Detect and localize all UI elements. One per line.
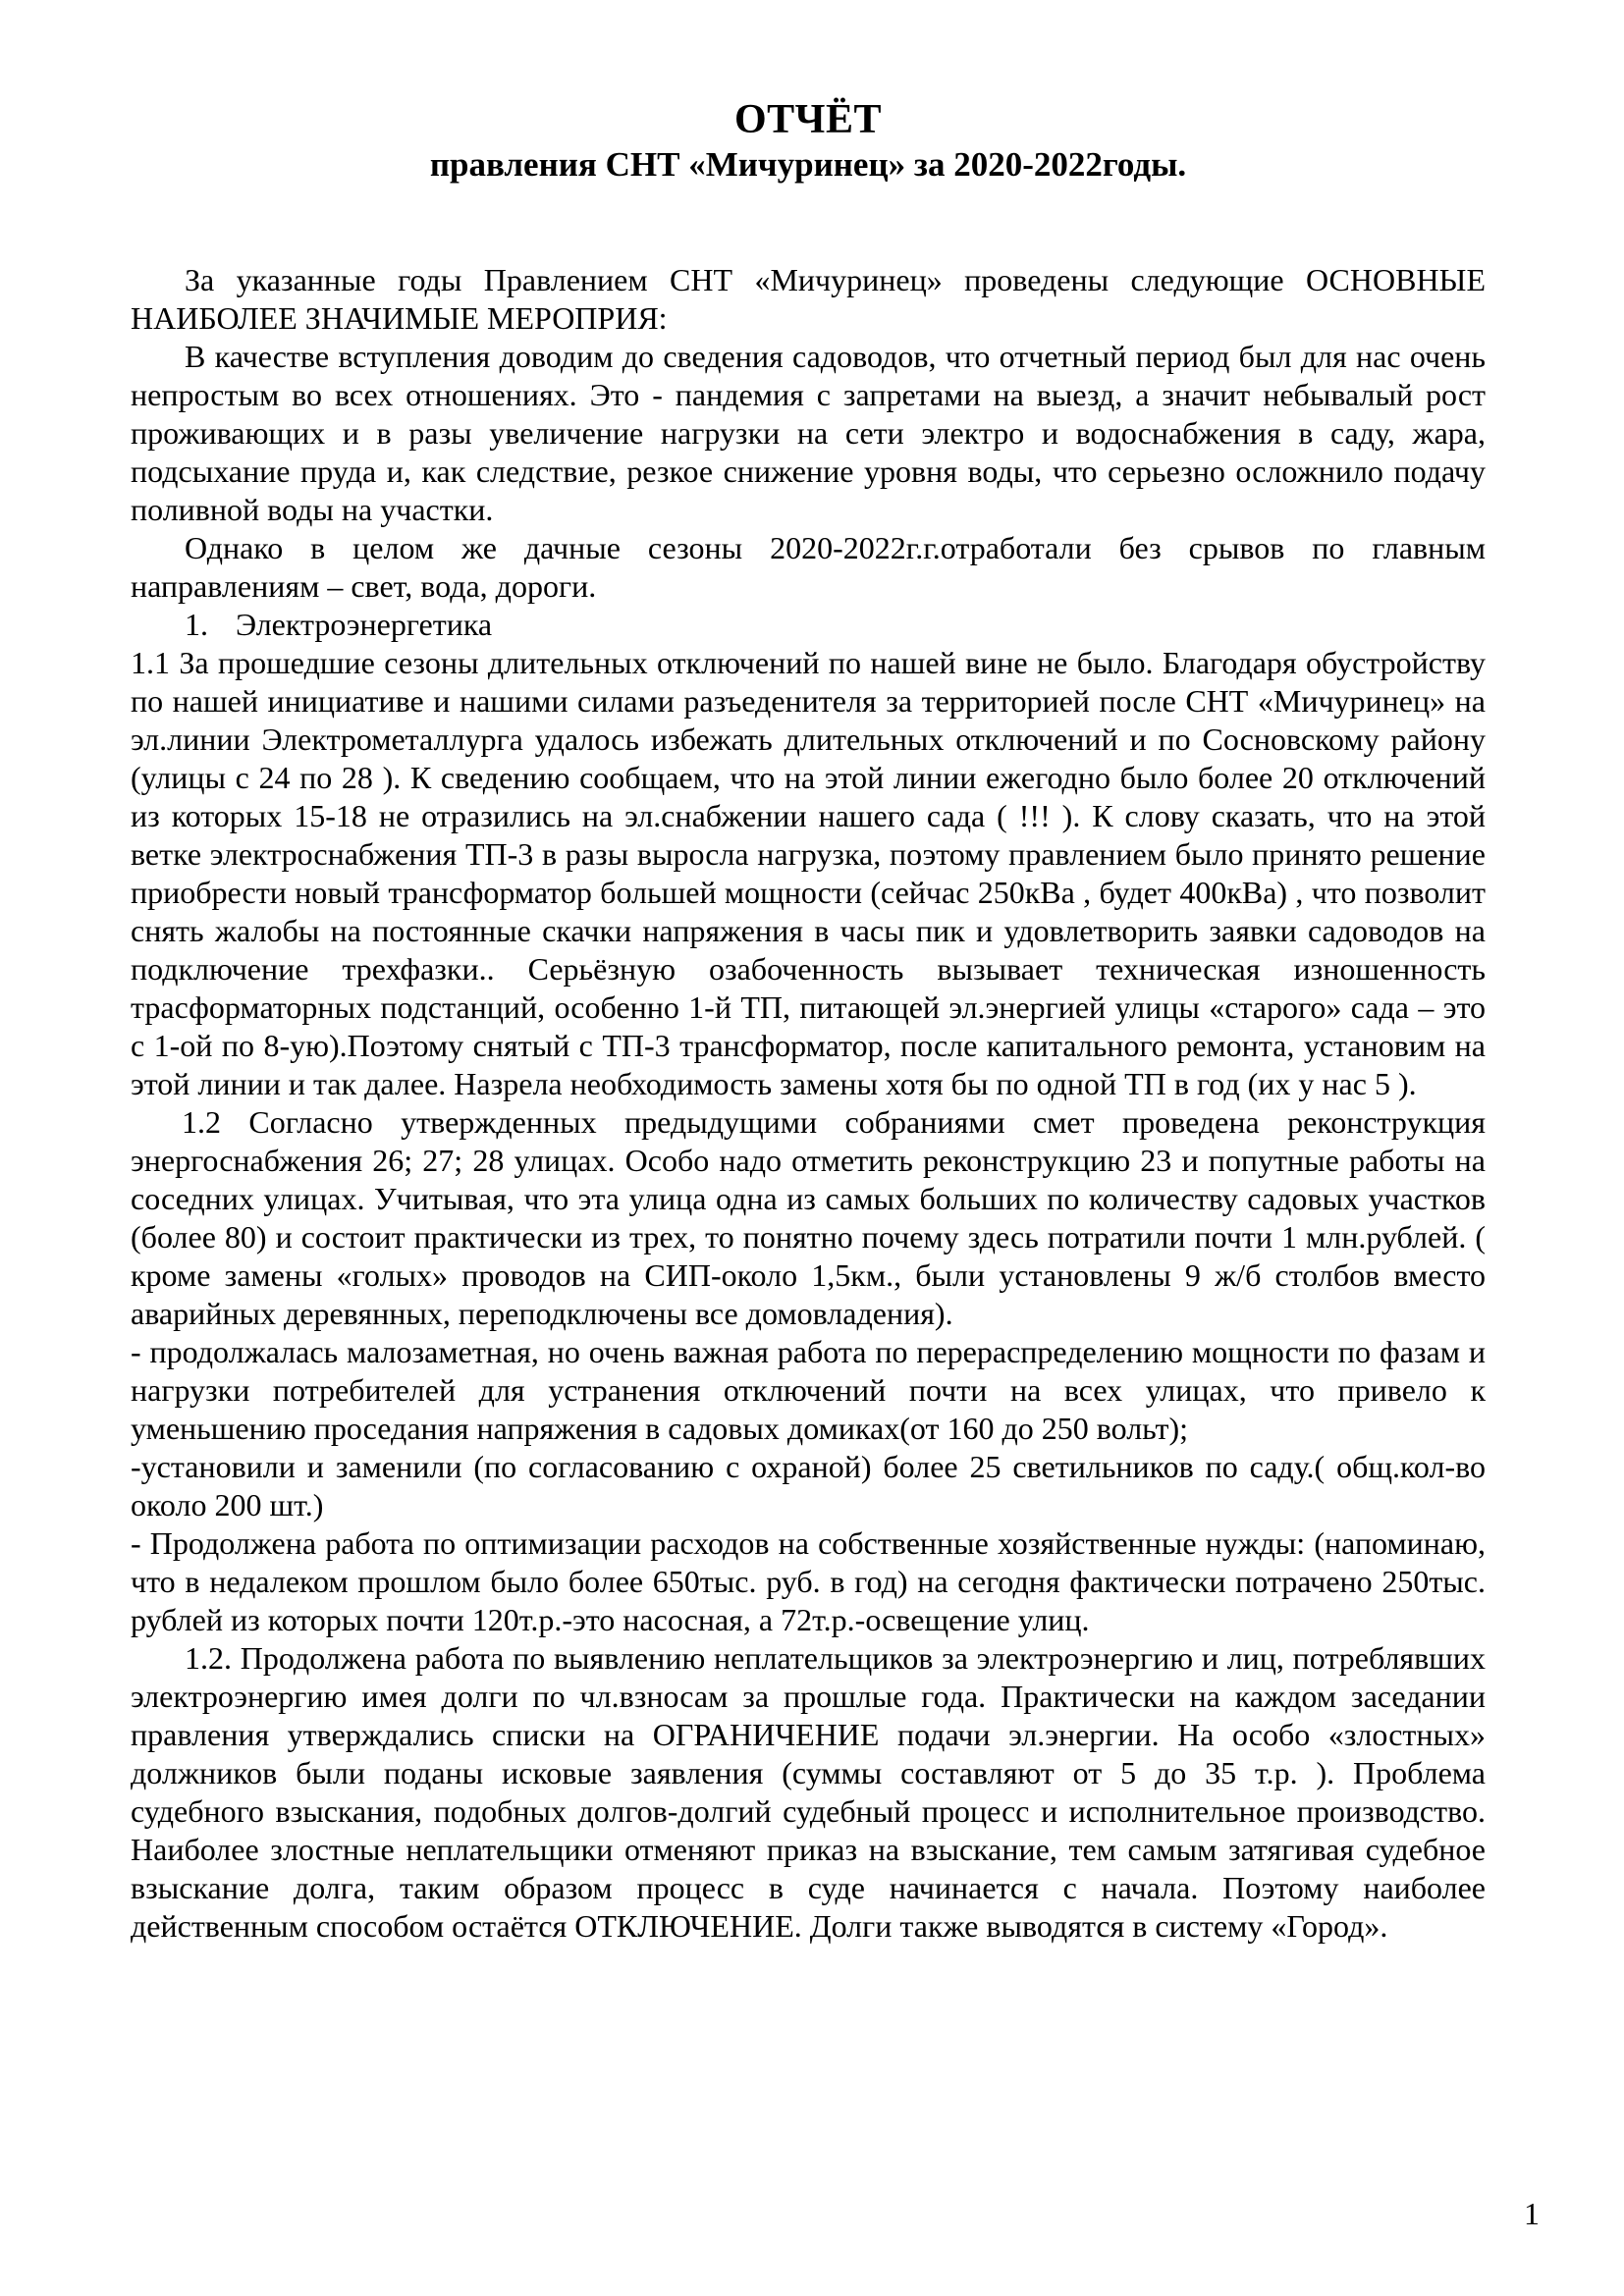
paragraph-intro: За указанные годы Правлением СНТ «Мичуринец» проведены следующие ОСНОВНЫЕ НАИБОЛЕЕ ЗНАЧИМЫЕ МЕРОПРИЯ: <box>131 262 1486 336</box>
document-subtitle: правления СНТ «Мичуринец» за 2020-2022годы. <box>429 145 1187 184</box>
list-item-number: 1. <box>185 607 208 642</box>
document-body <box>131 261 1486 1946</box>
paragraph-section-1-2: 1.2 Согласно утвержденных предыдущими собраниями смет проведена реконструкция энергоснабжения 26; 27; 28 улицах. Особо надо отметить реконструкцию 23 и попутные работы на соседних улицах. Учитывая, что эта улица одна из самых больших по количеству садовых участков (более 80) и состоит практически из трех, то понятно почему здесь потратили почти 1 млн.рублей. ( кроме замены «голых» проводов на СИП-около 1,5км., были установлены 9 ж/б столбов вместо аварийных деревянных, переподключены все домовладения). <box>131 1104 1486 1331</box>
list-item-label: Электроэнергетика <box>236 607 493 642</box>
list-item-electroenergetika <box>131 606 1486 644</box>
document-title: ОТЧЁТ <box>733 97 883 142</box>
paragraph-however: Однако в целом же дачные сезоны 2020-2022г.г.отработали без срывов по главным направлениям – свет, вода, дороги. <box>131 530 1486 604</box>
paragraph-section-1-1: 1.1 За прошедшие сезоны длительных отключений по нашей вине не было. Благодаря обустройству по нашей инициативе и нашими силами разъеденителя за территорией после СНТ «Мичуринец» на эл.линии Электрометаллурга удалось избежать длительных отключений и по Сосновскому району (улицы с 24 по 28 ). К сведению сообщаем, что на этой линии ежегодно было более 20 отключений из которых 15-18 не отразились на эл.снабжении нашего сада ( !!! ). К слову сказать, что на этой ветке электроснабжения ТП-3 в разы выросла нагрузка, поэтому правлением было принято решение приобрести новый трансформатор большей мощности (сейчас 250кВа , будет 400кВа) , что позволит снять жалобы на постоянные скачки напряжения в часы пик и удовлетворить заявки садоводов на подключение трехфазки.. Серьёзную озабоченность вызывает техническая изношенность трасформаторных подстанций, особенно 1-й ТП, питающей эл.энергией улицы «старого» сада – это с 1-ой по 8-ую).Поэтому снятый с ТП-3 трансформатор, после капитального ремонта, установим на этой линии и так далее. Назрела необходимость замены хотя бы по одной ТП в год (их у нас 5 ). <box>131 645 1486 1101</box>
document-content <box>131 96 1486 1946</box>
paragraph-preface: В качестве вступления доводим до сведения садоводов, что отчетный период был для нас очень непростым во всех отношениях. Это - пандемия с запретами на выезд, а значит небывалый рост проживающих и в разы увеличение нагрузки на сети электро и водоснабжения в саду, жара, подсыхание пруда и, как следствие, резкое снижение уровня воды, что серьезно осложнило подачу поливной воды на участки. <box>131 339 1486 527</box>
paragraph-dash-streetlights: -установили и заменили (по согласованию с охраной) более 25 светильников по саду.( общ.кол-во около 200 шт.) <box>131 1449 1486 1522</box>
paragraph-dash-power-redistribution: - продолжалась малозаметная, но очень важная работа по перераспределению мощности по фазам и нагрузки потребителей для устранения отключений почти на всех улицах, что привело к уменьшению проседания напряжения в садовых домиках(от 160 до 250 вольт); <box>131 1334 1486 1446</box>
paragraph-dash-cost-optimization: - Продолжена работа по оптимизации расходов на собственные хозяйственные нужды: (напоминаю, что в недалеком прошлом было более 650тыс. руб. в год) на сегодня фактически потрачено 250тыс. рублей из которых почти 120т.р.-это насосная, а 72т.р.-освещение улиц. <box>131 1525 1486 1637</box>
paragraph-section-1-2b-debtors: 1.2. Продолжена работа по выявлению неплательщиков за электроэнергию и лиц, потреблявших электроэнергию имея долги по чл.взносам за прошлые года. Практически на каждом заседании правления утверждались списки на ОГРАНИЧЕНИЕ подачи эл.энергии. На особо «злостных» должников были поданы исковые заявления (суммы составляют от 5 до 35 т.р. ). Проблема судебного взыскания, подобных долгов-долгий судебный процесс и исполнительное производство. Наиболее злостные неплательщики отменяют приказ на взыскание, тем самым затягивая судебное взыскание долга, таким образом процесс в суде начинается с начала. Поэтому наиболее действенным способом остаётся ОТКЛЮЧЕНИЕ. Долги также выводятся в систему «Город». <box>131 1640 1486 1944</box>
page-number: 1 <box>1524 2196 1540 2231</box>
